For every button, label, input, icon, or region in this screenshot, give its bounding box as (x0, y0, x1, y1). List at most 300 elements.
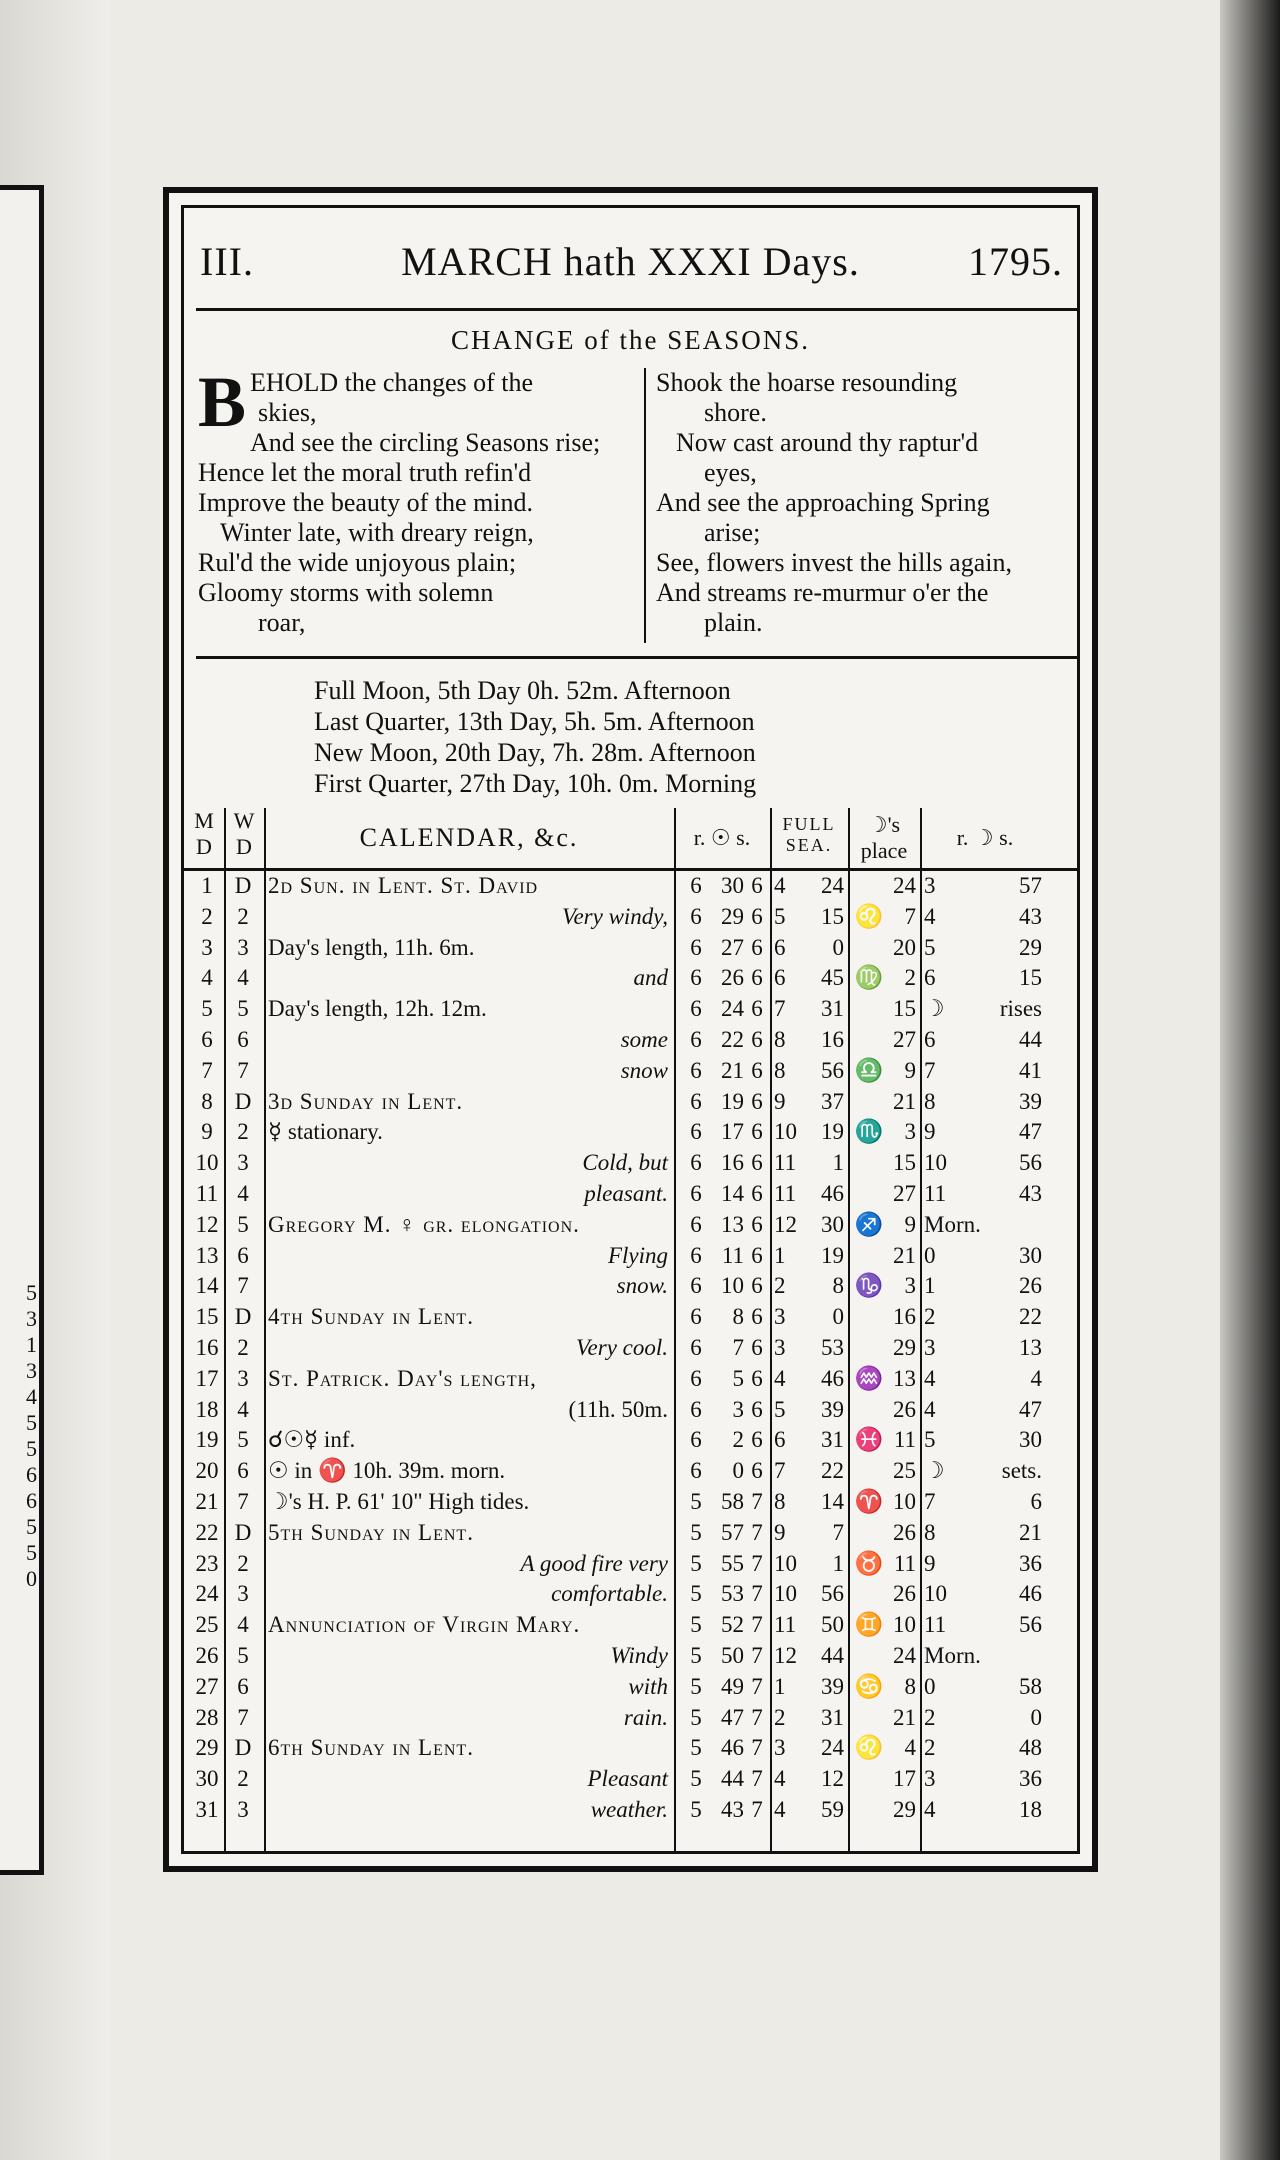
table-row (184, 994, 1077, 1025)
cell-wd: 7 (237, 1057, 249, 1083)
cell-deg: 26 (893, 1519, 916, 1545)
poem-line: Now cast around thy raptur'd (676, 428, 979, 457)
cell-sh: 6 (751, 1335, 763, 1360)
poem-line: shore. (704, 398, 767, 427)
cell-deg: 11 (893, 1427, 916, 1453)
table-row (184, 1487, 1077, 1518)
cell-md: 30 (195, 1766, 219, 1792)
poem-line: Shook the hoarse resounding (656, 368, 958, 397)
cell-fm: 31 (821, 1704, 844, 1730)
poem-left-column (198, 362, 638, 638)
cell-mh: 6 (924, 1027, 936, 1052)
cell-cal: Very cool. (576, 1335, 668, 1360)
table-row (184, 1364, 1077, 1395)
cell-sh: 6 (751, 1088, 763, 1114)
cell-wd: 2 (237, 1550, 249, 1576)
cell-mm: 43 (1019, 903, 1042, 929)
poem-line: plain. (704, 608, 763, 637)
cell-rh: 5 (690, 1612, 702, 1638)
cell-mm: 56 (1019, 1150, 1042, 1176)
cell-fh: 8 (774, 1057, 786, 1083)
cell-sh: 7 (751, 1766, 763, 1792)
cell-fm: 45 (821, 965, 844, 991)
cell-wd: 5 (237, 1427, 249, 1453)
cell-mh: 11 (924, 1612, 947, 1638)
cell-rm: 0 (732, 1458, 744, 1484)
cell-fh: 6 (774, 965, 786, 991)
cell-wd: D (234, 1304, 252, 1330)
cell-mh: 7 (924, 1489, 936, 1514)
cell-deg: 27 (893, 1181, 916, 1206)
cell-fm: 24 (821, 873, 844, 898)
page-title: MARCH hath XXXI Days. (401, 239, 860, 284)
cell-fm: 0 (832, 1304, 844, 1330)
cell-wd: D (234, 1519, 252, 1545)
poem-line: And see the circling Seasons rise; (250, 428, 601, 457)
cell-md: 18 (195, 1396, 219, 1422)
cell-fh: 3 (774, 1335, 786, 1360)
cell-mm: 6 (1030, 1489, 1042, 1514)
margin-number: 1 (26, 1332, 37, 1357)
cell-rm: 11 (721, 1242, 744, 1268)
table-row (184, 1241, 1077, 1272)
cell-md: 4 (201, 965, 213, 991)
cell-rh: 5 (690, 1643, 702, 1668)
cell-sh: 6 (751, 1427, 763, 1453)
cell-wd: 2 (237, 1119, 249, 1145)
page-right-edge (1220, 0, 1280, 2160)
cell-rm: 22 (721, 1027, 744, 1052)
cell-rh: 6 (690, 1211, 702, 1237)
cell-wd: D (234, 1088, 252, 1114)
cell-rm: 8 (732, 1304, 744, 1330)
cell-sign: ♌ (854, 903, 884, 929)
moon-phase-line: Full Moon, 5th Day 0h. 52m. Afternoon (314, 676, 731, 705)
cell-rm: 52 (721, 1612, 744, 1638)
cell-cal: 2d Sun. in Lent. St. David (268, 873, 539, 898)
cell-cal: Very windy, (561, 903, 668, 929)
cell-sh: 7 (751, 1643, 763, 1668)
cell-md: 19 (195, 1427, 219, 1453)
cell-fm: 22 (821, 1458, 844, 1484)
cell-wd: 4 (237, 1181, 249, 1206)
cell-deg: 29 (893, 1797, 916, 1822)
cell-wd: 5 (237, 996, 249, 1022)
cell-mh: 10 (924, 1581, 947, 1607)
table-row (184, 1210, 1077, 1241)
cell-rh: 6 (690, 873, 702, 898)
cell-fh: 10 (774, 1119, 797, 1145)
cell-md: 6 (201, 1027, 213, 1052)
cell-deg: 21 (893, 1088, 916, 1114)
table-row (184, 1733, 1077, 1764)
table-row (184, 1179, 1077, 1210)
cell-sign: ♑ (854, 1273, 884, 1299)
cell-md: 20 (195, 1458, 219, 1484)
cell-cal: Flying (607, 1242, 668, 1268)
cell-wd: 5 (237, 1211, 249, 1237)
cell-fh: 3 (774, 1735, 786, 1761)
cell-rm: 2 (732, 1427, 744, 1453)
cell-mm: sets. (1001, 1458, 1042, 1484)
cell-mm: 36 (1019, 1550, 1042, 1576)
cell-rh: 6 (690, 1273, 702, 1299)
cell-sh: 6 (751, 1181, 763, 1206)
cell-deg: 21 (893, 1704, 916, 1730)
cell-sh: 6 (751, 1396, 763, 1422)
cell-mh: 2 (924, 1704, 936, 1730)
cell-mm: 22 (1019, 1304, 1042, 1330)
cell-deg: 4 (904, 1735, 916, 1761)
cell-mm: 39 (1019, 1088, 1042, 1114)
cell-md: 25 (195, 1612, 219, 1638)
table-row (184, 1148, 1077, 1179)
cell-cal: Pleasant (587, 1766, 668, 1792)
cell-fm: 0 (832, 934, 844, 960)
cell-rh: 6 (690, 1057, 702, 1083)
cell-fm: 46 (821, 1181, 844, 1206)
cell-fh: 6 (774, 1427, 786, 1453)
cell-wd: 7 (237, 1273, 249, 1299)
table-row (184, 1456, 1077, 1487)
cell-cal: ☿ stationary. (268, 1119, 383, 1145)
cell-deg: 7 (904, 903, 916, 929)
cell-rm: 13 (721, 1211, 744, 1237)
cell-mm: 36 (1019, 1766, 1042, 1792)
cell-md: 27 (195, 1673, 219, 1699)
cell-sh: 6 (751, 903, 763, 929)
header-full-sea: FULL SEA. (782, 814, 836, 855)
previous-page-margin-numbers (17, 1280, 37, 1592)
cell-mh: 6 (924, 965, 936, 991)
cell-sh: 6 (751, 1365, 763, 1391)
table-row (184, 1025, 1077, 1056)
cell-sh: 6 (751, 873, 763, 898)
cell-cal: 4th Sunday in Lent. (268, 1304, 474, 1330)
cell-rh: 6 (690, 1119, 702, 1145)
cell-fh: 5 (774, 1396, 786, 1422)
cell-rh: 5 (690, 1581, 702, 1607)
header-md: M D (194, 808, 214, 859)
table-row (184, 1641, 1077, 1672)
cell-fh: 11 (774, 1150, 797, 1176)
cell-md: 2 (201, 903, 213, 929)
cell-deg: 27 (893, 1027, 916, 1052)
cell-md: 29 (195, 1735, 219, 1761)
cell-mh: 4 (924, 1396, 936, 1422)
cell-wd: 7 (237, 1489, 249, 1514)
cell-md: 31 (195, 1797, 219, 1822)
table-row (184, 1395, 1077, 1426)
cell-deg: 17 (893, 1766, 916, 1792)
poem-line: eyes, (704, 458, 757, 487)
cell-rm: 3 (732, 1396, 744, 1422)
cell-fh: 4 (774, 1766, 786, 1792)
cell-sh: 7 (751, 1735, 763, 1761)
calendar-table (184, 808, 1077, 1851)
cell-mm: 41 (1019, 1057, 1042, 1083)
cell-fm: 19 (821, 1242, 844, 1268)
cell-rh: 6 (690, 903, 702, 929)
table-row (184, 1703, 1077, 1734)
cell-rh: 6 (690, 1242, 702, 1268)
cell-rh: 6 (690, 1396, 702, 1422)
cell-deg: 2 (904, 965, 916, 991)
table-row (184, 1610, 1077, 1641)
table-row (184, 1549, 1077, 1580)
table-row (184, 871, 1077, 902)
page-header (184, 238, 1077, 290)
cell-sh: 6 (751, 1211, 763, 1237)
cell-rm: 17 (721, 1119, 744, 1145)
almanac-page-inner-frame (181, 205, 1080, 1854)
cell-fh: 3 (774, 1304, 786, 1330)
cell-mh: 5 (924, 1427, 936, 1453)
cell-mh: 3 (924, 1766, 936, 1792)
cell-deg: 13 (893, 1365, 916, 1391)
cell-cal: rain. (623, 1704, 668, 1730)
year: 1795. (968, 239, 1063, 284)
cell-deg: 10 (893, 1489, 916, 1514)
poem-title: CHANGE of the SEASONS. (450, 325, 810, 355)
margin-number: 6 (26, 1462, 37, 1487)
cell-fh: 7 (774, 1458, 786, 1484)
cell-deg: 25 (893, 1458, 916, 1484)
header-moon-place: ☽'s place (860, 812, 908, 863)
cell-fh: 4 (774, 1365, 786, 1391)
cell-mm: 15 (1019, 965, 1042, 991)
cell-fm: 1 (832, 1550, 844, 1576)
poem-rule (196, 656, 1077, 659)
table-row (184, 1117, 1077, 1148)
cell-fh: 1 (774, 1673, 786, 1699)
cell-rh: 6 (690, 1458, 702, 1484)
cell-rm: 55 (721, 1550, 744, 1576)
cell-mh: 4 (924, 903, 936, 929)
poem-line: Improve the beauty of the mind. (198, 488, 534, 517)
cell-cal: 3d Sunday in Lent. (268, 1088, 464, 1114)
cell-wd: 2 (237, 1766, 249, 1792)
cell-md: 28 (195, 1704, 219, 1730)
cell-rm: 44 (721, 1766, 744, 1792)
cell-mh: 0 (924, 1242, 936, 1268)
cell-sign: ♋ (854, 1673, 884, 1699)
cell-cal: pleasant. (584, 1181, 668, 1206)
cell-sign: ♏ (854, 1119, 884, 1145)
cell-deg: 21 (893, 1242, 916, 1268)
cell-mm: 44 (1019, 1027, 1042, 1052)
moon-phase-line: Last Quarter, 13th Day, 5h. 5m. Afternoon (314, 707, 755, 736)
cell-fh: 9 (774, 1088, 786, 1114)
cell-mm: 46 (1019, 1581, 1042, 1607)
cell-mh: ☽ (924, 1458, 945, 1484)
cell-md: 3 (201, 934, 213, 960)
cell-fm: 30 (821, 1211, 844, 1237)
cell-mm: 47 (1019, 1119, 1042, 1145)
cell-rh: 6 (690, 1150, 702, 1176)
cell-sh: 6 (751, 996, 763, 1022)
table-row (184, 1579, 1077, 1610)
margin-number: 3 (26, 1358, 37, 1383)
margin-number: 5 (26, 1280, 37, 1305)
cell-rh: 6 (690, 1088, 702, 1114)
cell-sh: 6 (751, 965, 763, 991)
cell-cal: ☉ in ♈ 10h. 39m. morn. (268, 1458, 506, 1484)
cell-md: 13 (195, 1242, 219, 1268)
cell-fm: 8 (832, 1273, 844, 1299)
cell-fm: 1 (832, 1150, 844, 1176)
cell-mh: 8 (924, 1519, 936, 1545)
cell-mm: 21 (1019, 1519, 1042, 1545)
cell-sh: 7 (751, 1489, 763, 1514)
cell-rm: 58 (721, 1489, 744, 1514)
previous-page-edge (0, 185, 44, 1875)
cell-mm: 0 (1030, 1704, 1042, 1730)
poem-line: See, flowers invest the hills again, (656, 548, 1012, 577)
cell-mh: 0 (924, 1673, 936, 1699)
cell-rh: 5 (690, 1797, 702, 1822)
cell-wd: 3 (237, 934, 249, 960)
cell-deg: 3 (904, 1273, 916, 1299)
cell-rm: 43 (721, 1797, 744, 1822)
cell-rm: 21 (721, 1057, 744, 1083)
cell-cal: (11h. 50m. (568, 1396, 668, 1422)
cell-cal: 6th Sunday in Lent. (268, 1735, 474, 1761)
cell-fm: 46 (821, 1365, 844, 1391)
cell-sign: ♊ (854, 1612, 884, 1638)
poem-dropcap: B (198, 362, 247, 442)
poem-right-column (656, 368, 1086, 638)
cell-sign: ♒ (854, 1365, 884, 1391)
cell-deg: 24 (893, 873, 916, 898)
cell-cal: some (620, 1027, 668, 1052)
cell-fh: 12 (774, 1211, 797, 1237)
cell-mm: 47 (1019, 1396, 1042, 1422)
cell-wd: 4 (237, 1396, 249, 1422)
cell-fm: 12 (821, 1766, 844, 1792)
cell-md: 11 (195, 1181, 219, 1206)
cell-cal: St. Patrick. Day's length, (268, 1365, 537, 1391)
cell-cal: snow. (616, 1273, 668, 1299)
cell-mm: 13 (1019, 1335, 1042, 1360)
cell-md: 7 (201, 1057, 213, 1083)
cell-rh: 6 (690, 1427, 702, 1453)
cell-rh: 5 (690, 1519, 702, 1545)
cell-mm: 58 (1019, 1673, 1042, 1699)
cell-wd: 5 (237, 1643, 249, 1668)
cell-fm: 24 (821, 1735, 844, 1761)
cell-cal: weather. (590, 1797, 668, 1822)
cell-deg: 20 (893, 934, 916, 960)
cell-sh: 6 (751, 1027, 763, 1052)
margin-number: 6 (26, 1488, 37, 1513)
poem-line: skies, (258, 398, 317, 427)
cell-md: 1 (201, 873, 213, 898)
cell-fm: 39 (821, 1673, 844, 1699)
cell-rm: 14 (721, 1181, 744, 1206)
poem-line: And see the approaching Spring (656, 488, 990, 517)
poem-line: Rul'd the wide unjoyous plain; (198, 548, 517, 577)
header-wd: W D (233, 808, 255, 859)
cell-wd: 6 (237, 1673, 249, 1699)
cell-fm: 16 (821, 1027, 844, 1052)
cell-sh: 7 (751, 1550, 763, 1576)
cell-deg: 16 (893, 1304, 916, 1330)
cell-rh: 5 (690, 1735, 702, 1761)
cell-rm: 57 (721, 1519, 744, 1545)
cell-sign: ♓ (854, 1427, 884, 1453)
cell-fm: 37 (821, 1088, 844, 1114)
cell-mm: 57 (1019, 873, 1042, 898)
cell-mm: 43 (1019, 1181, 1042, 1206)
moon-phase-line: First Quarter, 27th Day, 10h. 0m. Morning (314, 769, 757, 798)
cell-mm: 48 (1019, 1735, 1042, 1761)
cell-rh: 5 (690, 1766, 702, 1792)
table-row (184, 1087, 1077, 1118)
cell-wd: 4 (237, 1612, 249, 1638)
cell-mh: 8 (924, 1088, 936, 1114)
cell-cal: Annunciation of Virgin Mary. (268, 1612, 581, 1638)
cell-md: 9 (201, 1119, 213, 1145)
cell-mm: 4 (1030, 1365, 1042, 1391)
cell-cal: with (628, 1673, 668, 1699)
cell-rm: 49 (721, 1673, 744, 1699)
moon-phase-line: New Moon, 20th Day, 7h. 28m. Afternoon (314, 738, 756, 767)
cell-md: 15 (195, 1304, 219, 1330)
cell-md: 5 (201, 996, 213, 1022)
cell-sh: 7 (751, 1519, 763, 1545)
cell-rm: 50 (721, 1643, 744, 1668)
cell-mm: 26 (1019, 1273, 1042, 1299)
cell-rh: 5 (690, 1704, 702, 1730)
cell-rm: 26 (721, 965, 744, 991)
cell-md: 23 (195, 1550, 219, 1576)
cell-cal: Gregory M. ♀ gr. elongation. (268, 1211, 580, 1237)
poem-line: Winter late, with dreary reign, (220, 518, 534, 547)
cell-sign: ♐ (854, 1211, 884, 1237)
poem-divider (644, 368, 646, 643)
cell-cal: Day's length, 12h. 12m. (268, 996, 487, 1022)
cell-wd: 2 (237, 903, 249, 929)
cell-rh: 5 (690, 1673, 702, 1699)
cell-sh: 6 (751, 1242, 763, 1268)
cell-wd: 2 (237, 1335, 249, 1360)
cell-mh: Morn. (924, 1643, 981, 1668)
cell-wd: 6 (237, 1242, 249, 1268)
cell-mh: 4 (924, 1365, 936, 1391)
cell-fm: 56 (821, 1057, 844, 1083)
cell-rm: 10 (721, 1273, 744, 1299)
cell-fh: 4 (774, 1797, 786, 1822)
cell-wd: 3 (237, 1797, 249, 1822)
cell-mh: 9 (924, 1119, 936, 1145)
margin-number: 5 (26, 1436, 37, 1461)
cell-wd: 6 (237, 1027, 249, 1052)
cell-deg: 15 (893, 1150, 916, 1176)
cell-mm: 56 (1019, 1612, 1042, 1638)
cell-fm: 31 (821, 1427, 844, 1453)
cell-deg: 11 (893, 1550, 916, 1576)
cell-md: 8 (201, 1088, 213, 1114)
cell-deg: 10 (893, 1612, 916, 1638)
cell-sign: ♍ (854, 965, 884, 991)
poem-line: Gloomy storms with solemn (198, 578, 494, 607)
header-rule (196, 308, 1077, 311)
cell-wd: 3 (237, 1150, 249, 1176)
cell-wd: 4 (237, 965, 249, 991)
table-row (184, 1795, 1077, 1826)
cell-sh: 6 (751, 1458, 763, 1484)
